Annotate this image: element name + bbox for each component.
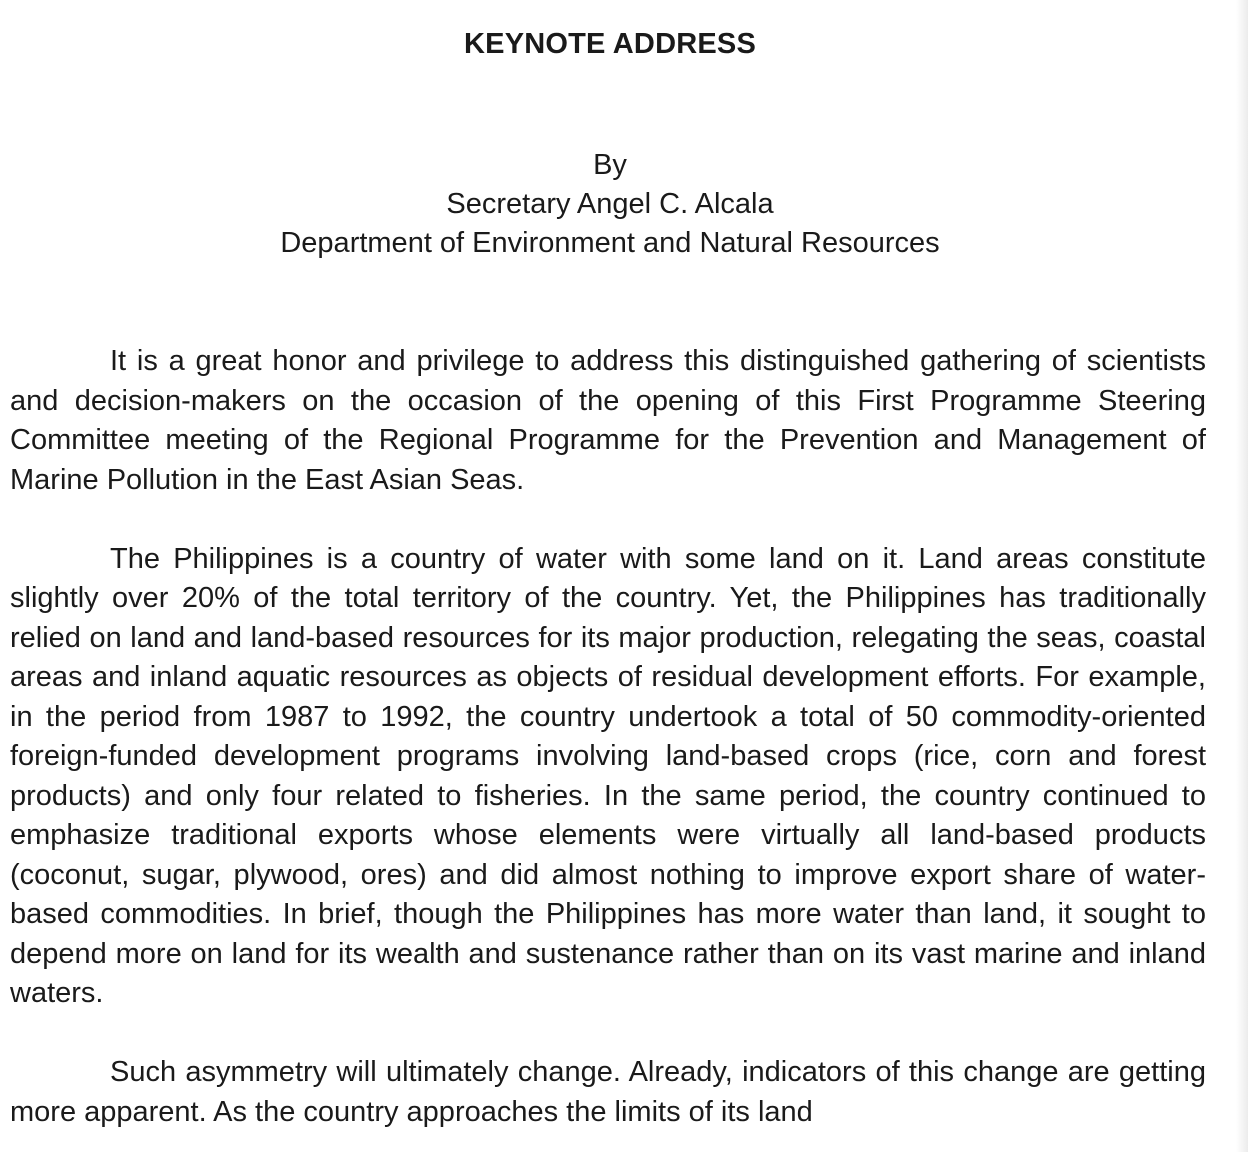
paragraph-3: Such asymmetry will ultimately change. Already, indicators of this change are getting more apparent. As the country approaches the limits of its land: [10, 1056, 1206, 1128]
scan-edge-shadow: [1236, 0, 1248, 1152]
byline-department: Department of Environment and Natural Resources: [280, 227, 940, 259]
byline-author: Secretary Angel C. Alcala: [446, 188, 774, 220]
body-text: [10, 342, 1206, 1152]
paragraph-1: It is a great honor and privilege to address this distinguished gathering of scientists and decision-makers on the occasion of the opening of this First Programme Steering Committee meeting of the Regional Programme for the Prevention and Management of Marine Pollution in the East Asian Seas.: [10, 345, 1206, 496]
page-title: KEYNOTE ADDRESS: [464, 28, 756, 60]
paragraph-2: The Philippines is a country of water with some land on it. Land areas constitute slightly over 20% of the total territory of the country. Yet, the Philippines has traditionally relied on land and land-based resources for its major production, relegating the seas, coastal areas and inland aquatic resources as objects of residual development efforts. For example, in the period from 1987 to 1992, the country undertook a total of 50 commodity-oriented foreign-funded development programs involving land-based crops (rice, corn and forest products) and only four related to fisheries. In the same period, the country continued to emphasize traditional exports whose elements were virtually all land-based products (coconut, sugar, plywood, ores) and did almost nothing to improve export share of water-based commodities. In brief, though the Philippines has more water than land, it sought to depend more on land for its wealth and sustenance rather than on its vast marine and inland waters.: [10, 542, 1206, 1009]
byline-by: By: [593, 149, 627, 181]
byline: [0, 146, 1220, 263]
